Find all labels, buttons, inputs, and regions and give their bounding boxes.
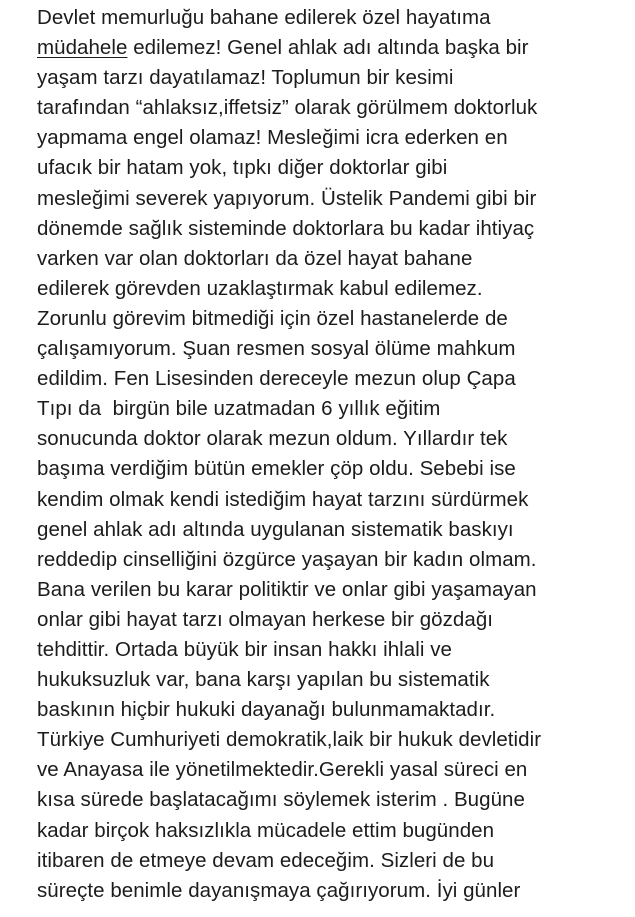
text-line-7: mesleğimi severek yapıyorum. Üstelik Pandemi gibi bir [37, 186, 537, 210]
post-body [37, 3, 635, 906]
text-line-13: edildim. Fen Lisesinden dereceyle mezun olup Çapa [37, 367, 516, 391]
text-line-8: dönemde sağlık sisteminde doktorlara bu kadar ihtiyaç [37, 216, 535, 240]
text-line-12: çalışamıyorum. Şuan resmen sosyal ölüme mahkum [37, 337, 516, 361]
text-line-2-rest: edilemez! Genel ahlak adı altında başka bir [133, 36, 529, 60]
text-line-24: baskının hiçbir hukuki dayanağı bulunmamaktadır. [37, 698, 496, 722]
mudahele-link[interactable]: müdahele [37, 36, 128, 60]
text-line-11: Zorunlu görevim bitmediği için özel hastanelerde de [37, 306, 508, 330]
text-line-23: hukuksuzluk var, bana karşı yapılan bu sistematik [37, 668, 490, 692]
text-line-6: ufacık bir hatam yok, tıpkı diğer doktorlar gibi [37, 156, 448, 180]
text-line-9: varken var olan doktorları da özel hayat bahane [37, 246, 473, 270]
text-line-5: yapmama engel olamaz! Mesleğimi icra ederken en [37, 126, 508, 150]
text-line-17: kendim olmak kendi istediğim hayat tarzını sürdürmek [37, 487, 529, 511]
text-line-14: Tıpı da birgün bile uzatmadan 6 yıllık eğitim [37, 397, 441, 421]
text-line-30: süreçte benimle dayanışmaya çağırıyorum. İyi günler [37, 878, 521, 902]
text-line-18: genel ahlak adı altında uygulanan sistematik baskıyı [37, 517, 514, 541]
text-line-29: itibaren de etmeye devam edeceğim. Sizleri de bu [37, 848, 495, 872]
text-line-15: sonucunda doktor olarak mezun oldum. Yıllardır tek [37, 427, 508, 451]
text-line-22: tehdittir. Ortada büyük bir insan hakkı ihlali ve [37, 637, 452, 661]
text-line-1: Devlet memurluğu bahane edilerek özel hayatıma [37, 6, 491, 29]
text-line-10: edilerek görevden uzaklaştırmak kabul edilemez. [37, 276, 483, 300]
text-line-20: Bana verilen bu karar politiktir ve onlar gibi yaşamayan [37, 577, 537, 601]
text-line-3: yaşam tarzı dayatılamaz! Toplumun bir kesimi [37, 66, 454, 90]
text-line-16: başıma verdiğim bütün emekler çöp oldu. Sebebi ise [37, 457, 516, 481]
text-line-25: Türkiye Cumhuriyeti demokratik,laik bir hukuk devletidir [37, 728, 542, 752]
text-line-4: tarafından “ahlaksız,iffetsiz” olarak görülmem doktorluk [37, 96, 538, 120]
text-line-26: ve Anayasa ile yönetilmektedir.Gerekli yasal süreci en [37, 758, 528, 782]
text-line-27: kısa sürede başlatacağımı söylemek isterim . Bugüne [37, 788, 525, 812]
text-line-2 [37, 33, 635, 63]
text-line-19: reddedip cinselliğini özgürce yaşayan bir kadın olmam. [37, 547, 537, 571]
text-line-28: kadar birçok haksızlıkla mücadele ettim bugünden [37, 818, 495, 842]
text-line-21: onlar gibi hayat tarzı olmayan herkese bir gözdağı [37, 607, 494, 631]
